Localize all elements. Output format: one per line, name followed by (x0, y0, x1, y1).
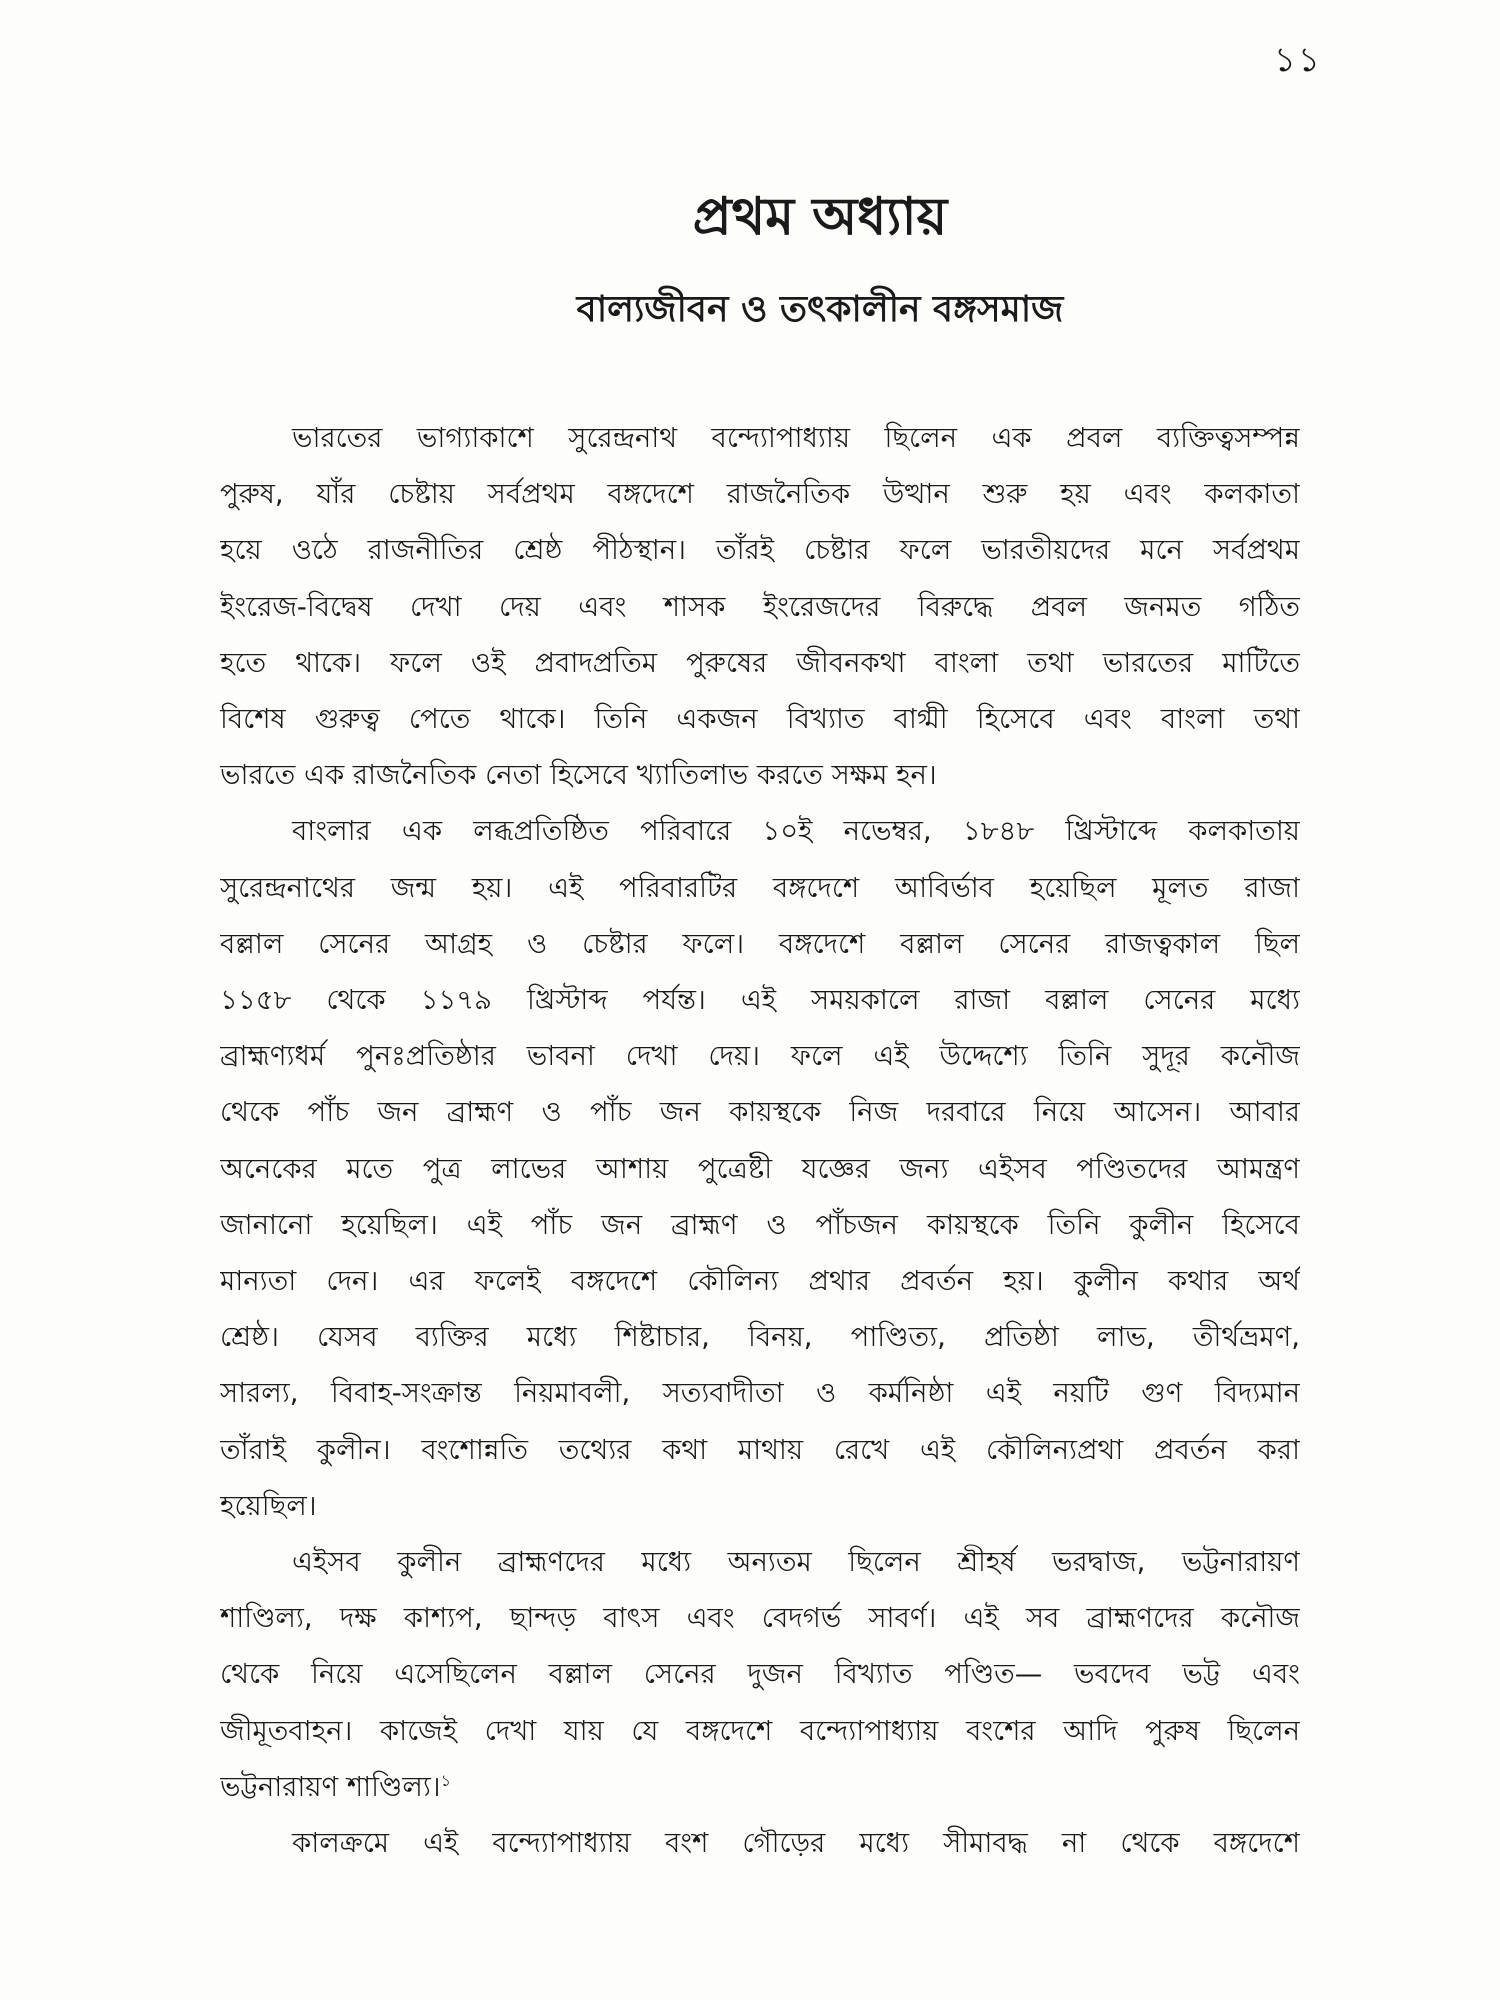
paragraph-2-line-10: শ্রেষ্ঠ। যেসব ব্যক্তির মধ্যে শিষ্টাচার, বিনয়, পাণ্ডিত্য, প্রতিষ্ঠা লাভ, তীর্থভ্রমণ, (220, 1321, 1300, 1354)
paragraph-2-line-7: অনেকের মতে পুত্র লাভের আশায় পুত্রেষ্টী যজ্ঞের জন্য এইসব পণ্ডিতদের আমন্ত্রণ (220, 1152, 1300, 1185)
paragraph-3-line-2: শাণ্ডিল্য, দক্ষ কাশ্যপ, ছান্দড় বাৎস এবং বেদগর্ভ সাবর্ণ। এই সব ব্রাহ্মণদের কনৌজ (220, 1602, 1300, 1635)
paragraph-2-line-5: ব্রাহ্মণ্যধর্ম পুনঃপ্রতিষ্ঠার ভাবনা দেখা দেয়। ফলে এই উদ্দেশ্যে তিনি সুদূর কনৌজ (220, 1040, 1300, 1073)
paragraph-2-line-2: সুরেন্দ্রনাথের জন্ম হয়। এই পরিবারটির বঙ্গদেশে আবির্ভাব হয়েছিল মূলত রাজা (220, 871, 1300, 904)
paragraph-2-line-3: বল্লাল সেনের আগ্রহ ও চেষ্টার ফলে। বঙ্গদেশে বল্লাল সেনের রাজত্বকাল ছিল (220, 927, 1300, 960)
paragraph-2-line-13: হয়েছিল। (220, 1489, 317, 1522)
paragraph-2-line-8: জানানো হয়েছিল। এই পাঁচ জন ব্রাহ্মণ ও পাঁচজন কায়স্থকে তিনি কুলীন হিসেবে (220, 1208, 1300, 1241)
paragraph-1-line-3: হয়ে ওঠে রাজনীতির শ্রেষ্ঠ পীঠস্থান। তাঁরই চেষ্টার ফলে ভারতীয়দের মনে সর্বপ্রথম (220, 534, 1300, 567)
chapter-subtitle: বাল্যজীবন ও তৎকালীন বঙ্গসমাজ (576, 289, 1064, 330)
paragraph-4-line-1: কালক্রমে এই বন্দ্যোপাধ্যায় বংশ গৌড়ের মধ্যে সীমাবদ্ধ না থেকে বঙ্গদেশে (292, 1827, 1300, 1860)
paragraph-2-line-4: ১১৫৮ থেকে ১১৭৯ খ্রিস্টাব্দ পর্যন্ত। এই সময়কালে রাজা বল্লাল সেনের মধ্যে (220, 984, 1300, 1017)
footnote-marker: ১ (440, 1770, 452, 1790)
paragraph-2-line-9: মান্যতা দেন। এর ফলেই বঙ্গদেশে কৌলিন্য প্রথার প্রবর্তন হয়। কুলীন কথার অর্থ (220, 1265, 1300, 1298)
paragraph-1-line-2: পুরুষ, যাঁর চেষ্টায় সর্বপ্রথম বঙ্গদেশে রাজনৈতিক উত্থান শুরু হয় এবং কলকাতা (220, 478, 1300, 511)
paragraph-1-line-7: ভারতে এক রাজনৈতিক নেতা হিসেবে খ্যাতিলাভ করতে সক্ষম হন। (220, 759, 937, 792)
paragraph-1-line-1: ভারতের ভাগ্যাকাশে সুরেন্দ্রনাথ বন্দ্যোপাধ্যায় ছিলেন এক প্রবল ব্যক্তিত্বসম্পন্ন (292, 422, 1300, 454)
paragraph-3-line-5: ভট্টনারায়ণ শাণ্ডিল্য। (220, 1770, 441, 1803)
chapter-title: প্রথম অধ্যায় (692, 187, 948, 247)
paragraph-2-line-6: থেকে পাঁচ জন ব্রাহ্মণ ও পাঁচ জন কায়স্থকে নিজ দরবারে নিয়ে আসেন। আবার (220, 1096, 1300, 1129)
paragraph-3-line-3: থেকে নিয়ে এসেছিলেন বল্লাল সেনের দুজন বিখ্যাত পণ্ডিত— ভবদেব ভট্ট এবং (220, 1658, 1300, 1691)
body-text (220, 410, 1300, 1871)
paragraph-3-line-4: জীমূতবাহন। কাজেই দেখা যায় যে বঙ্গদেশে বন্দ্যোপাধ্যায় বংশের আদি পুরুষ ছিলেন (220, 1714, 1300, 1747)
paragraph-2-line-1: বাংলার এক লব্ধপ্রতিষ্ঠিত পরিবারে ১০ই নভেম্বর, ১৮৪৮ খ্রিস্টাব্দে কলকাতায় (292, 815, 1300, 848)
paragraph-1-line-5: হতে থাকে। ফলে ওই প্রবাদপ্রতিম পুরুষের জীবনকথা বাংলা তথা ভারতের মাটিতে (220, 646, 1300, 679)
paragraph-2-line-11: সারল্য, বিবাহ-সংক্রান্ত নিয়মাবলী, সত্যবাদীতা ও কর্মনিষ্ঠা এই নয়টি গুণ বিদ্যমান (220, 1377, 1300, 1410)
paragraph-3-line-5-wrap (220, 1759, 1300, 1815)
paragraph-1-line-4: ইংরেজ-বিদ্বেষ দেখা দেয় এবং শাসক ইংরেজদের বিরুদ্ধে প্রবল জনমত গঠিত (220, 590, 1300, 623)
paragraph-2-line-12: তাঁরাই কুলীন। বংশোন্নতি তথ্যের কথা মাথায় রেখে এই কৌলিন্যপ্রথা প্রবর্তন করা (220, 1433, 1300, 1466)
paragraph-1-line-6: বিশেষ গুরুত্ব পেতে থাকে। তিনি একজন বিখ্যাত বাগ্মী হিসেবে এবং বাংলা তথা (220, 703, 1300, 736)
page-number: ১১ (1273, 40, 1322, 80)
paragraph-3-line-1: এইসব কুলীন ব্রাহ্মণদের মধ্যে অন্যতম ছিলেন শ্রীহর্ষ ভরদ্বাজ, ভট্টনারায়ণ (292, 1546, 1300, 1579)
